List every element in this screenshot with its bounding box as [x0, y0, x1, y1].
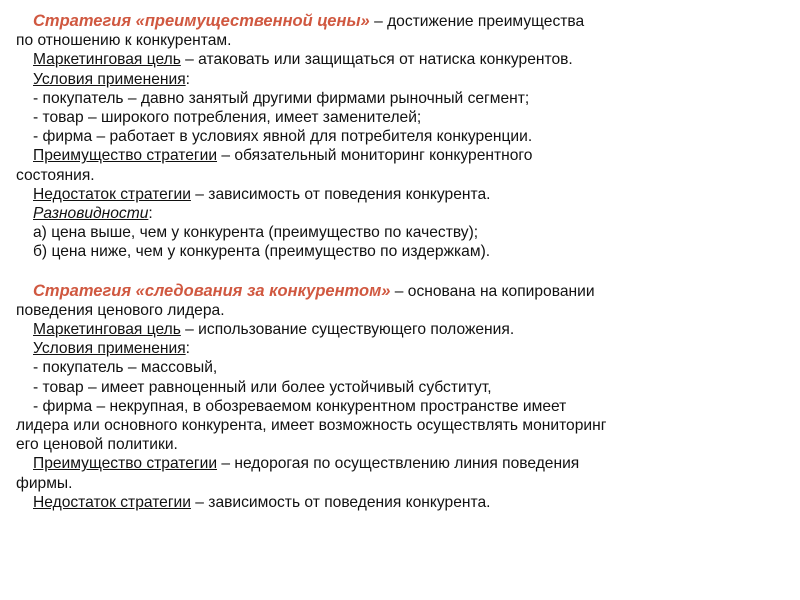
section-heading-line	[16, 282, 786, 301]
condition-item: - товар – широкого потребления, имеет заменителей;	[33, 109, 422, 127]
advantage-line	[16, 454, 786, 473]
section-preferential-price	[16, 12, 786, 262]
conditions-heading	[16, 70, 786, 89]
condition-item: - фирма – работает в условиях явной для потребителя конкуренции.	[33, 128, 533, 146]
drawback-label: Недостаток стратегии	[33, 493, 191, 511]
variants-label: Разновидности	[33, 205, 149, 223]
advantage-label: Преимущество стратегии	[33, 455, 218, 473]
section-title: Стратегия «преимущественной цены»	[33, 12, 370, 30]
variant-item: а) цена выше, чем у конкурента (преимущество по качеству);	[33, 224, 479, 242]
goal-line	[16, 320, 786, 339]
condition-continuation: его ценовой политики.	[16, 436, 178, 454]
goal-label: Маркетинговая цель	[33, 321, 181, 339]
condition-item: - покупатель – массовый,	[33, 359, 218, 377]
goal-line	[16, 50, 786, 69]
advantage-label: Преимущество стратегии	[33, 147, 218, 165]
section-title-description: – основана на копировании	[390, 282, 595, 300]
advantage-text: – недорогая по осуществлению линия поведения	[217, 455, 580, 473]
drawback-line	[16, 185, 786, 204]
drawback-text: – зависимость от поведения конкурента.	[190, 493, 491, 511]
section-heading-line	[16, 12, 786, 31]
condition-item: - товар – имеет равноценный или более устойчивый субститут,	[33, 378, 492, 396]
drawback-line	[16, 493, 786, 512]
advantage-continuation: фирмы.	[16, 474, 73, 492]
variants-colon: :	[148, 205, 153, 223]
conditions-label: Условия применения	[33, 340, 186, 358]
advantage-continuation: состояния.	[16, 166, 95, 184]
goal-text: – использование существующего положения.	[180, 321, 515, 339]
conditions-heading	[16, 339, 786, 358]
conditions-label: Условия применения	[33, 70, 186, 88]
section-title-description: – достижение преимущества	[369, 13, 585, 30]
conditions-colon: :	[185, 340, 190, 358]
advantage-line	[16, 146, 786, 165]
slide-content	[16, 12, 786, 512]
condition-item: - покупатель – давно занятый другими фирмами рыночный сегмент;	[33, 89, 530, 107]
section-follow-competitor	[16, 282, 786, 512]
section-title-continuation: по отношению к конкурентам.	[16, 32, 232, 50]
advantage-text: – обязательный мониторинг конкурентного	[217, 147, 533, 165]
condition-continuation: лидера или основного конкурента, имеет возможность осуществлять мониторинг	[16, 417, 607, 435]
goal-label: Маркетинговая цель	[33, 51, 181, 69]
section-title: Стратегия «следования за конкурентом»	[33, 281, 391, 300]
variants-heading	[16, 204, 786, 223]
variant-item: б) цена ниже, чем у конкурента (преимущество по издержкам).	[33, 243, 491, 261]
condition-item: - фирма – некрупная, в обозреваемом конкурентном пространстве имеет	[33, 397, 567, 415]
conditions-colon: :	[185, 70, 190, 88]
drawback-label: Недостаток стратегии	[33, 185, 191, 203]
goal-text: – атаковать или защищаться от натиска конкурентов.	[180, 51, 573, 69]
drawback-text: – зависимость от поведения конкурента.	[190, 185, 491, 203]
section-title-continuation: поведения ценового лидера.	[16, 301, 225, 319]
